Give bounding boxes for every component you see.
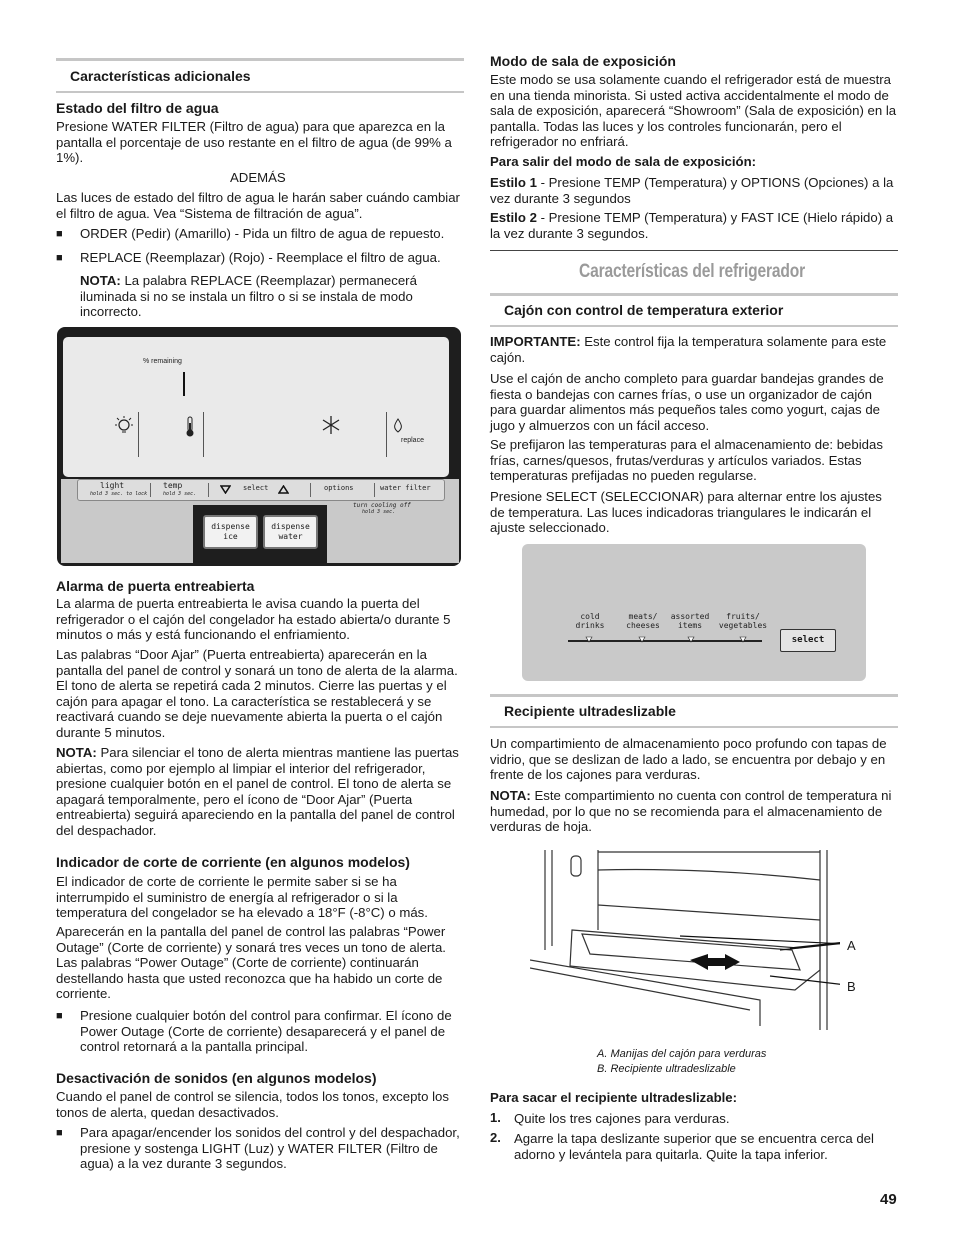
importante-text: Este control fija la temperatura solamente para este cajón. — [490, 334, 887, 365]
caption-b: B. Recipiente ultradeslizable — [597, 1063, 736, 1075]
estilo-2-label: Estilo 2 — [490, 210, 537, 225]
bin-nota — [490, 788, 898, 835]
bullet-order: ORDER (Pedir) (Amarillo) - Pida un filtro de agua de repuesto. — [80, 226, 445, 241]
divider — [386, 412, 387, 457]
bin-nota-text: Este compartimiento no cuenta con control de temperatura ni humedad, por lo que no se recomienda para el almacenamiento de verduras de hoja. — [490, 788, 892, 835]
estilo-1 — [490, 175, 898, 206]
estilo-1-text: - Presione TEMP (Temperatura) y OPTIONS (Opciones) a la vez durante 3 segundos — [490, 175, 894, 206]
caption-a: A. Manijas del cajón para verduras — [597, 1048, 767, 1060]
estilo-1-label: Estilo 1 — [490, 175, 537, 190]
step-2: Agarre la tapa deslizante superior que se encuentra cerca del adorno y levántela para quitarla. Quite la tapa inferior. — [514, 1131, 874, 1162]
drawer-paragraph-1: Use el cajón de ancho completo para guardar bandejas grandes de fiesta o bandejas con carnes frías, o use un organizador de cajón para guardar alimentos más pequeños tales como yogurt, cajas de jugo y almuerzos con un fácil acceso. — [490, 371, 884, 433]
door-alarm-paragraph-2: Las palabras “Door Ajar” (Puerta entreabierta) aparecerán en la pantalla del panel de control y sonará un tono de alerta de la alarma. El tono de alerta se repetirá cada 2 minutos. Cierre las puertas y el cajón para apagar el tono. La característica se restablecerá y se reactivará cuando se deje nuevamente abierta la puerta o el cajón durante 5 minutos. — [56, 647, 458, 740]
door-alarm-nota — [56, 745, 464, 839]
door-alarm-paragraph-1: La alarma de puerta entreabierta le avisa cuando la puerta del refrigerador o el cajón del congelador ha estado abierta/o durante 5 minutos o más y está funcionando el enfriamiento. — [56, 596, 451, 643]
bullet-icon: ■ — [56, 252, 63, 264]
bullet-replace: REPLACE (Reemplazar) (Rojo) - Reemplace el filtro de agua. — [80, 250, 441, 265]
sound-paragraph: Cuando el panel de control se silencia, todos los tonos, excepto los tonos de alerta, quedan desactivados. — [56, 1089, 449, 1120]
bullet-icon: ■ — [56, 228, 63, 240]
showroom-paragraph: Este modo se usa solamente cuando el refrigerador está de muestra en una tienda minorista. Si usted activa accidentalmente el modo de sala de exposición, aparecerá “Showroom” (Sala de exposición) en la pantalla. Todas las luces y los controles funcionarán, pero el refrigerador no enfriará. — [490, 72, 897, 150]
dispenser-control-panel — [57, 327, 461, 566]
step-1-number: 1. — [490, 1110, 501, 1125]
step-1: Quite los tres cajones para verduras. — [514, 1111, 730, 1126]
bin-paragraph: Un compartimiento de almacenamiento poco profundo con tapas de vidrio, que se deslizan de lado a lado, se encuentra por debajo y en frente de los cajones para verduras. — [490, 736, 887, 783]
drawer-paragraph-3: Presione SELECT (SELECCIONAR) para alternar entre los ajustes de temperatura. Las luces indicadoras triangulares le indicarán el ajuste seleccionado. — [490, 489, 882, 536]
bar-label: Cajón con control de temperatura exterior — [504, 302, 784, 318]
turn-cooling-hint: hold 3 sec. — [362, 509, 396, 515]
estilo-2-text: - Presione TEMP (Temperatura) y FAST ICE (Hielo rápido) a la vez durante 3 segundos. — [490, 210, 894, 241]
control-button-row — [77, 479, 445, 501]
temp-hint: hold 3 sec. — [163, 491, 197, 497]
remove-bin-heading: Para sacar el recipiente ultradeslizable: — [490, 1090, 738, 1105]
nota-label: NOTA: — [56, 745, 97, 760]
drawer-paragraph-2: Se prefijaron las temperaturas para el almacenamiento de: bebidas frías, carnes/quesos, frutas/verduras y artículos variados. Estas temperaturas prefijadas no pueden regularse. — [490, 437, 883, 484]
callout-label-b: B — [847, 979, 856, 994]
drawer-control-panel — [522, 544, 866, 681]
triangle-down-icon[interactable] — [220, 485, 231, 494]
turn-cooling-off-label: turn cooling off — [353, 502, 411, 509]
nota-label: NOTA: — [490, 788, 531, 803]
section-bar-caracteristicas-adicionales — [56, 58, 464, 93]
water-filter-heading: Estado del filtro de agua — [56, 100, 219, 116]
panel-display — [63, 337, 449, 477]
assorted-items-label: assorted items — [670, 612, 710, 630]
divider — [208, 483, 209, 497]
bar-label: Características adicionales — [70, 68, 251, 84]
options-button[interactable]: options — [324, 484, 354, 492]
light-hint: hold 3 sec. to lock — [90, 491, 148, 497]
estilo-2 — [490, 210, 898, 241]
showroom-heading: Modo de sala de exposición — [490, 53, 676, 69]
bullet-icon: ■ — [56, 1010, 63, 1022]
divider — [310, 483, 311, 497]
drawer-select-button[interactable]: select — [780, 629, 836, 652]
water-filter-paragraph-1: Presione WATER FILTER (Filtro de agua) para que aparezca en la pantalla el porcentaje de uso restante en el filtro de agua (de 99% a 1%). — [56, 119, 452, 166]
page-number: 49 — [880, 1191, 897, 1208]
thermometer-icon — [183, 415, 197, 439]
divider — [138, 412, 139, 457]
section-bar-cajon — [490, 293, 898, 327]
refrigerator-features-title: Características del refrigerador — [579, 261, 805, 282]
bar-label: Recipiente ultradeslizable — [504, 703, 676, 719]
ademas-text: ADEMÁS — [230, 170, 286, 185]
snowflake-icon — [321, 415, 341, 435]
percent-remaining-label: % remaining — [143, 358, 182, 365]
triangle-up-icon[interactable] — [278, 485, 289, 494]
importante-label: IMPORTANTE: — [490, 334, 581, 349]
select-button[interactable]: select — [243, 484, 269, 492]
light-bulb-icon — [113, 415, 135, 437]
dispense-ice-button[interactable]: dispense ice — [203, 515, 258, 549]
temp-button[interactable]: temp — [163, 481, 183, 490]
water-filter-paragraph-2: Las luces de estado del filtro de agua le harán saber cuándo cambiar el filtro de agua. Vea “Sistema de filtración de agua”. — [56, 190, 460, 221]
power-outage-heading: Indicador de corte de corriente (en algunos modelos) — [56, 854, 410, 870]
step-2-number: 2. — [490, 1130, 501, 1145]
cold-drinks-label: cold drinks — [575, 612, 605, 630]
power-outage-bullet: Presione cualquier botón del control para confirmar. El ícono de Power Outage (Corte de corriente) desaparecerá y el panel de control retornará a la pantalla principal. — [80, 1008, 452, 1055]
dispense-water-button[interactable]: dispense water — [263, 515, 318, 549]
showroom-exit-heading: Para salir del modo de sala de exposición: — [490, 154, 757, 169]
section-bar-recipiente — [490, 694, 898, 728]
callout-label-a: A — [847, 938, 856, 953]
divider — [203, 412, 204, 457]
power-outage-paragraph-2: Aparecerán en la pantalla del panel de control las palabras “Power Outage” (Corte de corriente) y sonará tres veces un tono de alerta. Las palabras “Power Outage” (Corte de corriente) continuarán destellando hasta que usted reconozca que ha habido un corte de corriente. — [56, 924, 446, 1002]
bullet-icon: ■ — [56, 1127, 63, 1139]
section-divider — [490, 250, 898, 251]
nota-replace — [80, 273, 460, 320]
light-button[interactable]: light — [100, 481, 125, 490]
divider — [374, 483, 375, 497]
importante-paragraph — [490, 334, 898, 365]
nota-label: NOTA: — [80, 273, 121, 288]
fruits-vegetables-label: fruits/ vegetables — [718, 612, 768, 630]
nota-replace-text: La palabra REPLACE (Reemplazar) permanecerá iluminada si no se instala un filtro o si se instala de modo incorrecto. — [80, 273, 417, 320]
replace-label: replace — [401, 437, 424, 444]
indicator-triangles — [568, 636, 768, 646]
water-filter-button[interactable]: water filter — [380, 484, 431, 492]
divider — [150, 483, 151, 497]
door-alarm-nota-text: Para silenciar el tono de alerta mientras mantiene las puertas abiertas, como por ejemplo al limpiar el interior del refrigerador, presione cualquier botón en el panel de control. El tono de alerta se apagará temporalmente, pero el ícono de “Door Ajar” (Puerta entreabierta) seguirá apareciendo en la pantalla del panel de control del despachador. — [56, 745, 459, 838]
ultra-slide-bin-illustration — [530, 850, 840, 1032]
door-alarm-heading: Alarma de puerta entreabierta — [56, 578, 255, 594]
digit-segment — [183, 372, 185, 396]
sound-heading: Desactivación de sonidos (en algunos modelos) — [56, 1070, 377, 1086]
water-drop-icon — [391, 417, 405, 435]
sound-bullet: Para apagar/encender los sonidos del control y del despachador, presione y sostenga LIGHT (Luz) y WATER FILTER (Filtro de agua) a la vez durante 3 segundos. — [80, 1125, 460, 1172]
power-outage-paragraph-1: El indicador de corte de corriente le permite saber si se ha interrumpido el suministro de energía al refrigerador o si la temperatura del congelador se ha elevado a 18°F (-8°C) o más. — [56, 874, 428, 921]
meats-cheeses-label: meats/ cheeses — [626, 612, 660, 630]
